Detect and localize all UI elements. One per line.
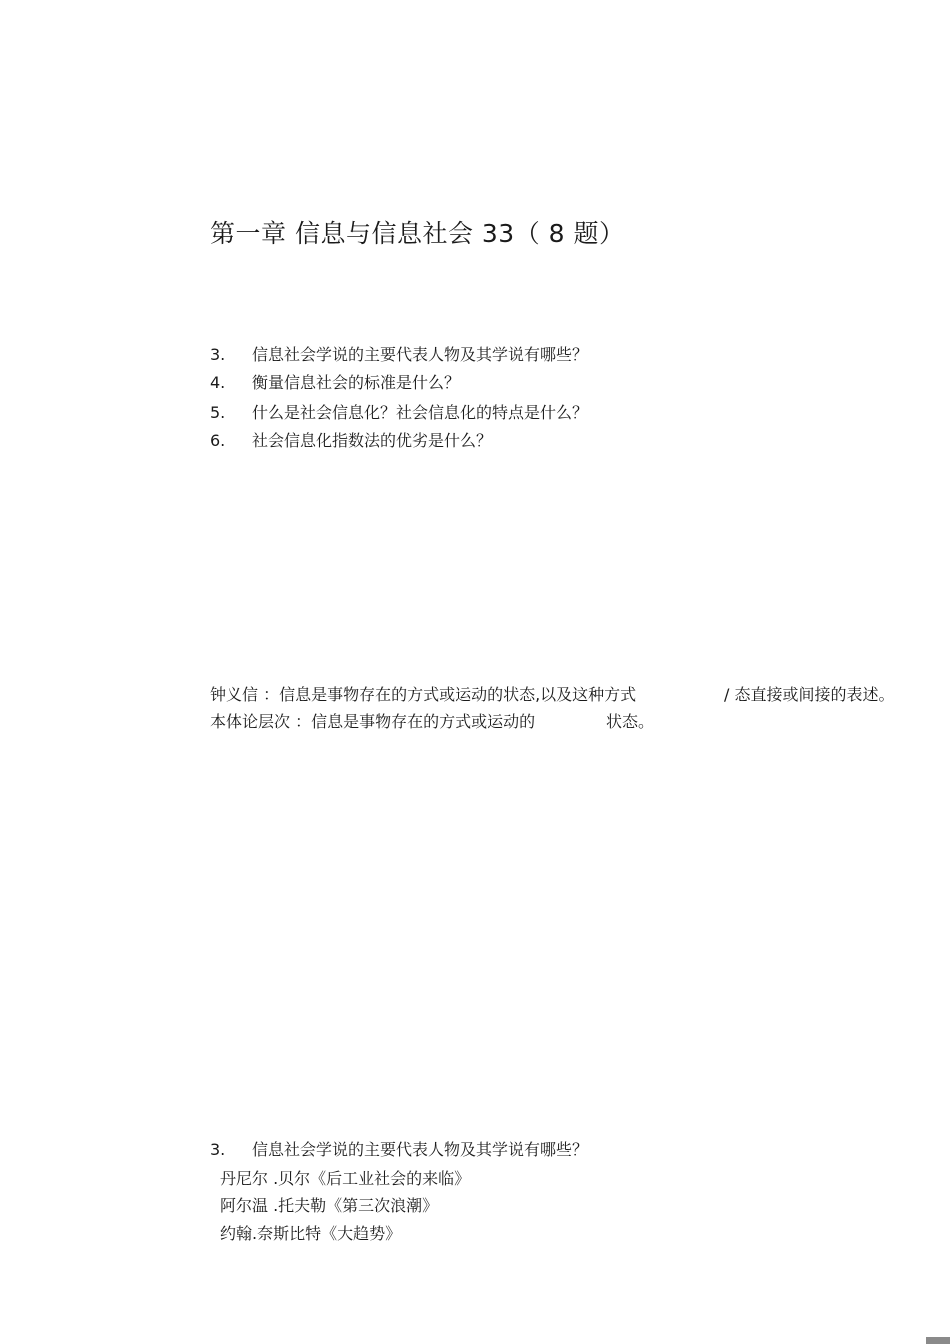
definition-continuation	[606, 711, 654, 733]
question-text: 信息社会学说的主要代表人物及其学说有哪些？	[252, 1140, 589, 1159]
question-text: 衡量信息社会的标准是什么？	[252, 373, 461, 392]
question-number: 3.	[210, 1140, 226, 1159]
answer-question	[210, 1139, 588, 1161]
definition-ontology	[210, 711, 535, 733]
chapter-title: 第一章 信息与信息社会 33（ 8 题）	[210, 219, 625, 248]
question-item	[210, 344, 588, 366]
definition-text: 状态。	[606, 712, 655, 731]
question-number: 6.	[210, 431, 226, 450]
page-corner-mark	[926, 1337, 950, 1344]
question-item	[210, 430, 492, 452]
question-text: 社会信息化指数法的优劣是什么？	[252, 431, 493, 450]
definition-continuation	[724, 684, 894, 706]
question-item	[210, 402, 588, 424]
question-text: 信息社会学说的主要代表人物及其学说有哪些？	[252, 345, 589, 364]
answer-item: 阿尔温 .托夫勒《第三次浪潮》	[220, 1196, 439, 1215]
question-number: 5.	[210, 403, 226, 422]
definition-text: / 态直接或间接的表述。	[724, 685, 895, 704]
answer-item: 约翰.奈斯比特《大趋势》	[220, 1224, 402, 1243]
definition-text: 钟义信 ：信息是事物存在的方式或运动的状态,以及这种方式	[210, 685, 637, 704]
answer-item: 丹尼尔 .贝尔《后工业社会的来临》	[220, 1169, 471, 1188]
question-number: 3.	[210, 345, 226, 364]
definition-zhong-yixin	[210, 684, 636, 706]
question-item	[210, 372, 460, 394]
definition-text: 本体论层次 ：信息是事物存在的方式或运动的	[210, 712, 536, 731]
question-number: 4.	[210, 373, 226, 392]
question-text: 什么是社会信息化？社会信息化的特点是什么？	[252, 403, 589, 422]
